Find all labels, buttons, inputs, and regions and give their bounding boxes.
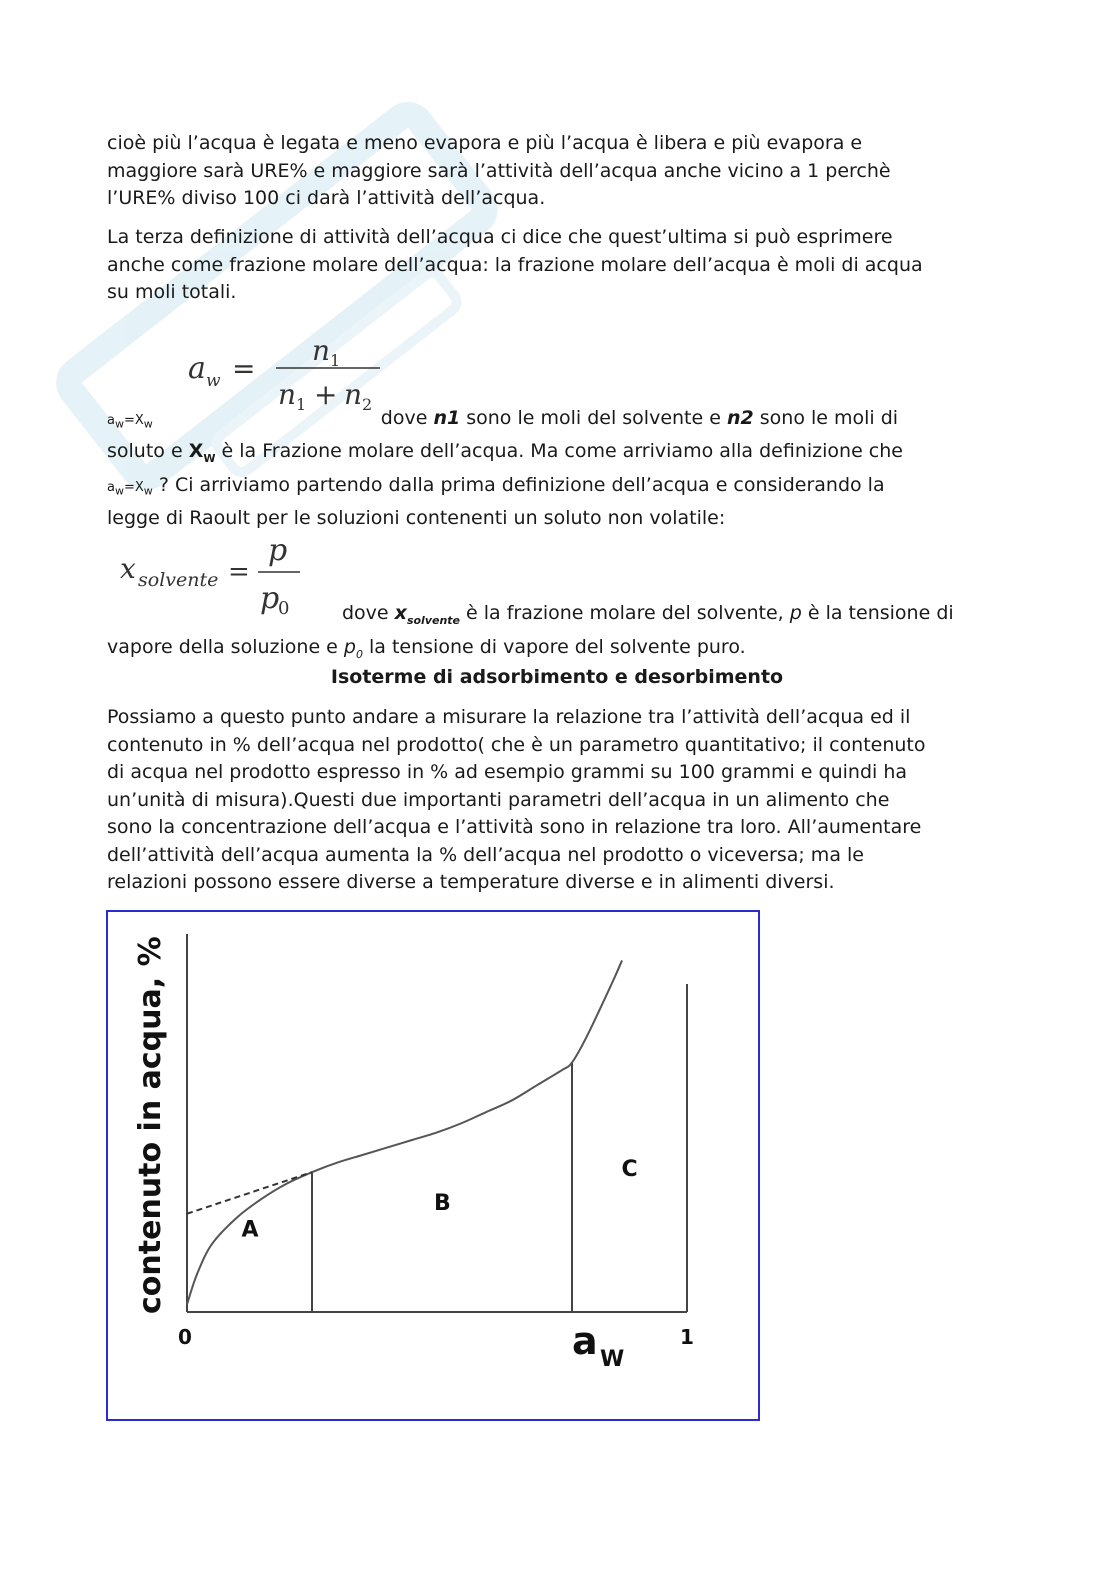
p5-line7: relazioni possono essere diverse a temperature diverse e in alimenti diversi. (107, 871, 835, 893)
region-label-b: B (434, 1190, 451, 1216)
formula2-lhs-sub: solvente (138, 569, 219, 591)
aw-label: $a_w=X_w$ (107, 413, 153, 431)
formula2-num: p (268, 533, 288, 568)
p5-line4: un’unità di misura).Questi due importanti parametri dell’acqua in un alimento che (107, 788, 890, 811)
p1-line2: maggiore sarà URE% e maggiore sarà l’attività dell’acqua anche vicino a 1 perchè (107, 159, 891, 182)
p5-line1: Possiamo a questo punto andare a misurare la relazione tra l’attività dell’acqua ed il (107, 706, 911, 728)
series-isoterma (187, 960, 622, 1304)
formula2-den-sub: 0 (278, 598, 290, 619)
p2-line1: La terza definizione di attività dell’acqua ci dice che quest’ultima si può esprimere (107, 226, 893, 248)
p1-line1: cioè più l’acqua è legata e meno evapora e più l’acqua è libera e più evapora e (107, 132, 863, 154)
xw-term: $X_W$ (188, 440, 216, 465)
p5-line5: sono la concentrazione dell’acqua e l’attività sono in relazione tra loro. All’aumentare (107, 816, 922, 838)
region-label-c: C (621, 1156, 638, 1182)
formula1-den-a-sub: 1 (296, 395, 307, 414)
p0-term: $p_0$ (343, 636, 363, 662)
x-solvente-term: $x_{solvente}$ (394, 602, 460, 627)
formula1-den-b-sub: 2 (362, 395, 373, 414)
paragraph-2 (107, 224, 1007, 307)
formula1-num-sub: 1 (330, 351, 341, 370)
formula1-den-plus: + (314, 378, 338, 411)
p1-line3: l’URE% diviso 100 ci darà l’attività dell’acqua. (107, 187, 546, 209)
p5-line6: dell’attività dell’acqua aumenta la % dell’acqua nel prodotto o viceversa; ma le (107, 843, 864, 866)
p4-line2: vapore della soluzione e $p_0$ la tensione di vapore del solvente puro. (107, 636, 746, 662)
isotherm-figure (106, 910, 760, 1421)
p2-line3: su moli totali. (107, 281, 237, 303)
p4-line1: dove $x_{solvente}$ è la frazione molare del solvente, p è la tensione di (342, 602, 954, 627)
formula1-eq: = (232, 352, 256, 385)
p3-line3: $a_w=X_w$ ? Ci arriviamo partendo dalla prima definizione dell’acqua e considerando la (107, 474, 885, 498)
formula1-num: n (312, 334, 331, 367)
p-term: p (789, 602, 802, 624)
paragraph-5 (107, 704, 1007, 897)
formula1-lhs-sub: w (206, 371, 221, 391)
isotherm-chart (108, 912, 758, 1419)
formula2-den: p (260, 581, 280, 616)
paragraph-3 (107, 405, 1007, 533)
y-axis-label: contenuto in acqua, % (133, 936, 168, 1314)
formula1-den-b: n (344, 378, 363, 411)
formula1-den-a: n (278, 378, 297, 411)
formula2-lhs: x (120, 552, 136, 585)
p5-line2: contenuto in % dell’acqua nel prodotto( che è un parametro quantitativo; il contenuto (107, 733, 926, 756)
n1-term: n1 (433, 407, 461, 429)
x-tick-1: 1 (680, 1325, 694, 1349)
formula2-eq: = (228, 557, 250, 587)
region-label-a: A (241, 1217, 259, 1243)
x-axis-label: a (572, 1319, 598, 1363)
x-tick-0: 0 (178, 1325, 192, 1349)
p3-line2: soluto e $X_W$ è la Frazione molare dell’acqua. Ma come arriviamo alla definizione che (107, 440, 903, 465)
x-axis-label-sub: W (600, 1347, 625, 1372)
n2-term: n2 (726, 407, 754, 429)
p2-line2: anche come frazione molare dell’acqua: la frazione molare dell’acqua è moli di acqua (107, 253, 923, 276)
p3-line4: legge di Raoult per le soluzioni contenenti un soluto non volatile: (107, 507, 726, 530)
formula1-lhs: a (188, 351, 206, 386)
paragraph-1 (107, 130, 1007, 213)
p3-line1: $a_w=X_w$ dove n1 sono le moli del solvente e n2 sono le moli di (107, 407, 899, 431)
section-title: Isoterme di adsorbimento e desorbimento (330, 666, 784, 688)
paragraph-4 (107, 600, 1017, 669)
p5-line3: di acqua nel prodotto espresso in % ad esempio grammi su 100 grammi e quindi ha (107, 761, 908, 783)
